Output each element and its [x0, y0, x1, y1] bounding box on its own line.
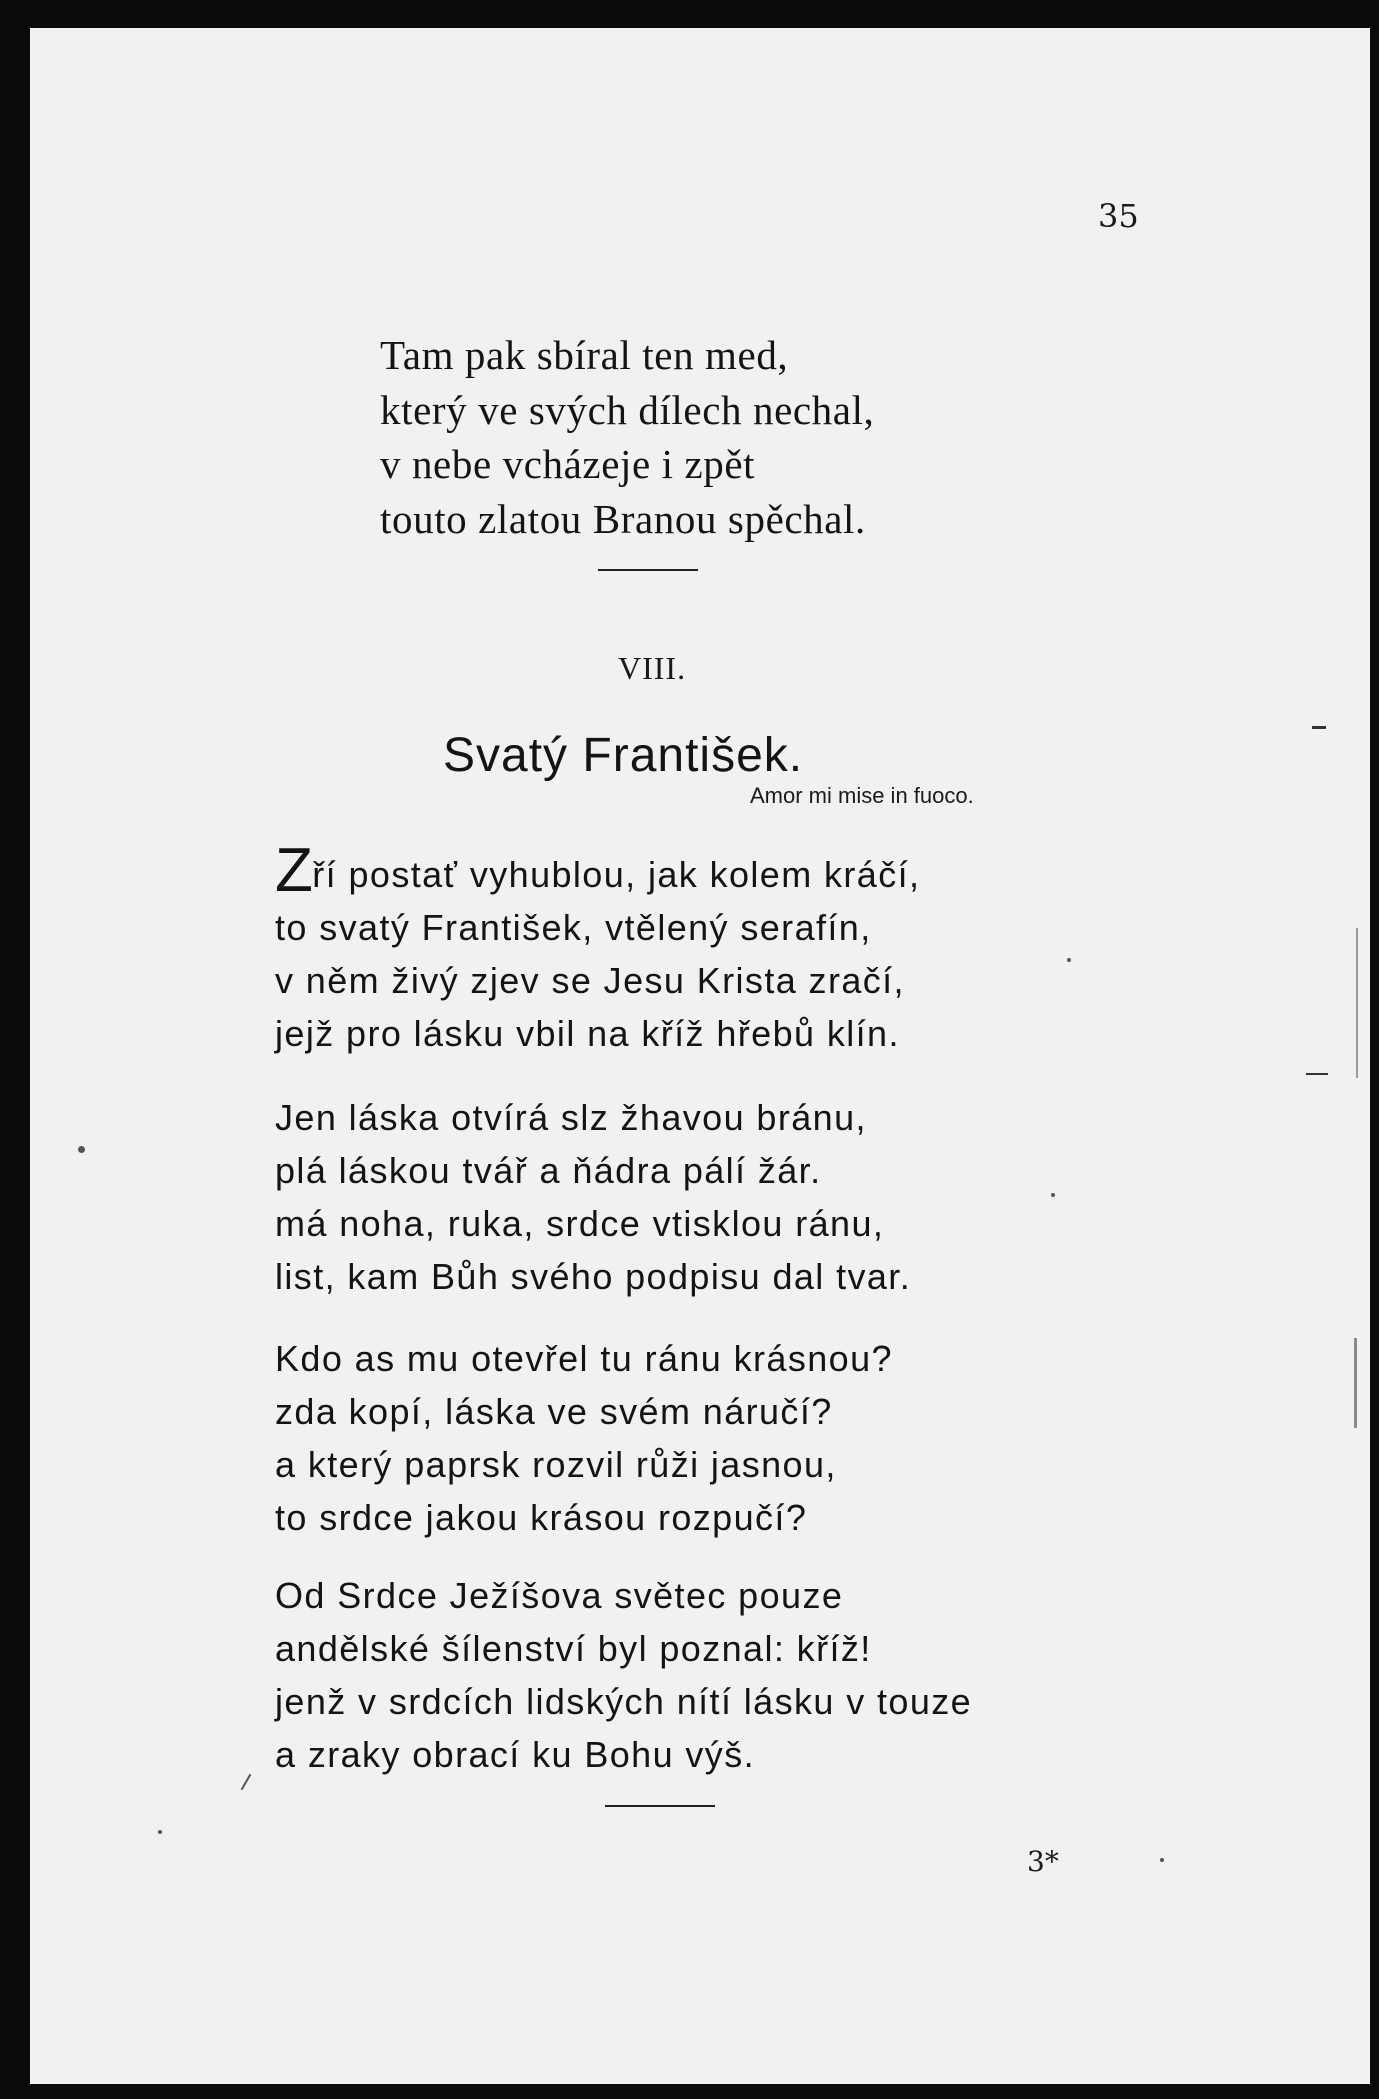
scan-speck [158, 1830, 162, 1834]
verse-line: v nebe vcházeje i zpět [380, 441, 756, 487]
poem-stanza-3 [275, 1332, 893, 1544]
verse-line: Od Srdce Ježíšova světec pouze [275, 1575, 844, 1616]
verse-line: touto zlatou Branou spěchal. [380, 495, 866, 542]
verse-line: který ve svých dílech nechal, [380, 386, 875, 433]
verse-line: má noha, ruka, srdce vtisklou ránu, [275, 1203, 885, 1244]
verse-line: to srdce jakou krásou rozpučí? [275, 1497, 808, 1538]
poem-stanza-2 [275, 1091, 911, 1303]
verse-line: Kdo as mu otevřel tu ránu krásnou? [275, 1338, 893, 1379]
poem-stanza-1 [275, 836, 921, 1060]
previous-poem-closing-stanza [380, 328, 874, 546]
poem-stanza-4 [275, 1569, 972, 1781]
verse-line: Jen láska otvírá slz žhavou bránu, [275, 1097, 867, 1138]
end-of-poem-rule [605, 1805, 715, 1807]
verse-line-with-drop-cap [275, 836, 921, 905]
printer-signature-mark: 3* [1027, 1845, 1059, 1878]
scan-edge-mark [1312, 726, 1326, 729]
scan-speck [1067, 958, 1071, 962]
poem-title: Svatý František. [443, 729, 804, 783]
epigraph: Amor mi mise in fuoco. [750, 783, 974, 808]
scan-speck [1051, 1193, 1055, 1197]
verse-line: v něm živý zjev se Jesu Krista zračí, [275, 960, 905, 1001]
verse-line: Tam pak sbíral ten med, [380, 332, 789, 378]
scan-edge-mark [1354, 1338, 1357, 1428]
scan-edge-mark [241, 1774, 252, 1791]
verse-line: zda kopí, láska ve svém náručí? [275, 1391, 833, 1432]
verse-line: a zraky obrací ku Bohu výš. [275, 1734, 755, 1775]
section-number: VIII. [618, 650, 687, 686]
section-divider-rule [598, 569, 698, 571]
verse-line: andělské šílenství byl poznal: kříž! [275, 1628, 872, 1669]
verse-line: plá láskou tvář a ňádra pálí žár. [275, 1150, 822, 1191]
scan-speck [78, 1146, 85, 1153]
verse-line: jejž pro lásku vbil na kříž hřebů klín. [275, 1013, 900, 1054]
verse-line-text: ří postať vyhublou, jak kolem kráčí, [312, 854, 921, 895]
scan-edge-mark [1356, 928, 1358, 1078]
verse-line: a který paprsk rozvil růži jasnou, [275, 1444, 837, 1485]
drop-cap: Z [275, 836, 315, 905]
verse-line: jenž v srdcích lidských nítí lásku v touze [275, 1681, 973, 1722]
verse-line: to svatý František, vtělený serafín, [275, 907, 872, 948]
verse-line: list, kam Bůh svého podpisu dal tvar. [275, 1256, 912, 1297]
page-number: 35 [1098, 197, 1139, 235]
scan-speck [1160, 1858, 1164, 1862]
scan-edge-mark [1306, 1073, 1328, 1075]
book-page [30, 28, 1370, 2084]
